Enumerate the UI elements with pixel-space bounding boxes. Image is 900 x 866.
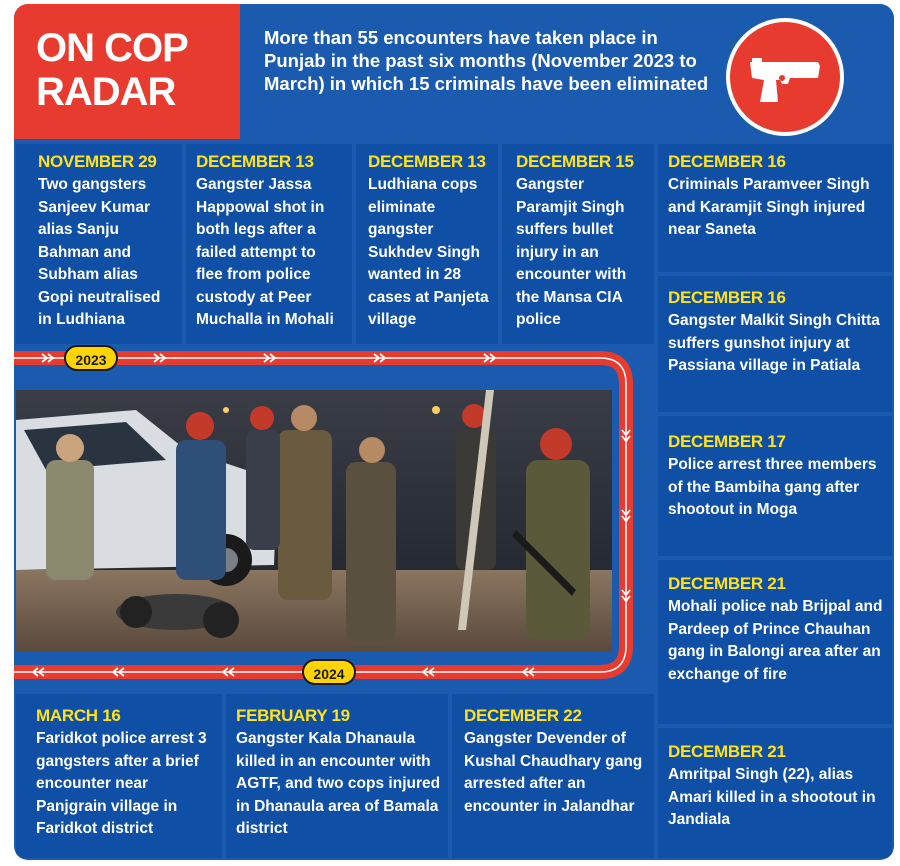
event-text: Criminals Paramveer Singh and Karamjit Singh injured near Saneta bbox=[668, 176, 870, 238]
event-card bbox=[16, 694, 222, 858]
event-text: Ludhiana cops eliminate gangster Sukhdev Singh wanted in 28 cases at Panjeta village bbox=[368, 176, 489, 328]
event-date: FEBRUARY 19 bbox=[236, 706, 350, 725]
timeline-track bbox=[14, 350, 634, 680]
event-card bbox=[226, 694, 448, 858]
event-card bbox=[452, 694, 654, 858]
event-text: Gangster Paramjit Singh suffers bullet injury in an encounter with the Mansa CIA police bbox=[516, 176, 627, 328]
event-card bbox=[502, 144, 654, 344]
event-date: DECEMBER 16 bbox=[668, 288, 786, 307]
event-card bbox=[356, 144, 498, 344]
event-card bbox=[658, 144, 892, 272]
event-text: Gangster Devender of Kushal Chaudhary gang arrested after an encounter in Jalandhar bbox=[464, 730, 643, 815]
infographic bbox=[14, 4, 894, 860]
event-date: DECEMBER 17 bbox=[668, 432, 786, 451]
intro-text: More than 55 encounters have taken place in Punjab in the past six months (November 2023 to March) in which 15 criminals have been eliminated bbox=[264, 27, 709, 94]
year-badge-start: 2023 bbox=[64, 345, 118, 371]
event-text: Faridkot police arrest 3 gangsters after a brief encounter near Panjgrain village in Faridkot district bbox=[36, 730, 207, 837]
event-text: Gangster Jassa Happowal shot in both legs after a failed attempt to flee from police custody at Peer Muchalla in Mohali bbox=[196, 176, 334, 328]
event-date: DECEMBER 16 bbox=[668, 152, 786, 171]
title-block bbox=[14, 4, 240, 139]
event-date: DECEMBER 13 bbox=[368, 152, 486, 171]
title-line-1: ON COP bbox=[36, 26, 188, 70]
gun-badge bbox=[726, 18, 844, 136]
event-text: Gangster Malkit Singh Chitta suffers gunshot injury at Passiana village in Patiala bbox=[668, 312, 880, 374]
event-card bbox=[16, 144, 182, 344]
event-card bbox=[658, 560, 892, 724]
event-date: MARCH 16 bbox=[36, 706, 121, 725]
event-card bbox=[658, 276, 892, 412]
event-date: DECEMBER 13 bbox=[196, 152, 314, 171]
gun-icon bbox=[730, 22, 840, 132]
title-line-2: RADAR bbox=[36, 70, 176, 114]
event-date: DECEMBER 22 bbox=[464, 706, 582, 725]
event-text: Gangster Kala Dhanaula killed in an encounter with AGTF, and two cops injured in Dhanaula area of Bamala district bbox=[236, 730, 441, 837]
event-text: Police arrest three members of the Bambiha gang after shootout in Moga bbox=[668, 456, 877, 518]
event-card bbox=[658, 416, 892, 556]
year-badge-end: 2024 bbox=[302, 659, 356, 685]
event-text: Amritpal Singh (22), alias Amari killed in a shootout in Jandiala bbox=[668, 766, 876, 828]
event-date: NOVEMBER 29 bbox=[38, 152, 157, 171]
event-date: DECEMBER 15 bbox=[516, 152, 634, 171]
event-card bbox=[186, 144, 352, 344]
event-text: Two gangsters Sanjeev Kumar alias Sanju Bahman and Subham alias Gopi neutralised in Ludhiana bbox=[38, 176, 161, 328]
event-card bbox=[658, 728, 892, 858]
event-date: DECEMBER 21 bbox=[668, 742, 786, 761]
event-text: Mohali police nab Brijpal and Pardeep of Prince Chauhan gang in Balongi area after an exchange of fire bbox=[668, 598, 883, 683]
event-date: DECEMBER 21 bbox=[668, 574, 786, 593]
